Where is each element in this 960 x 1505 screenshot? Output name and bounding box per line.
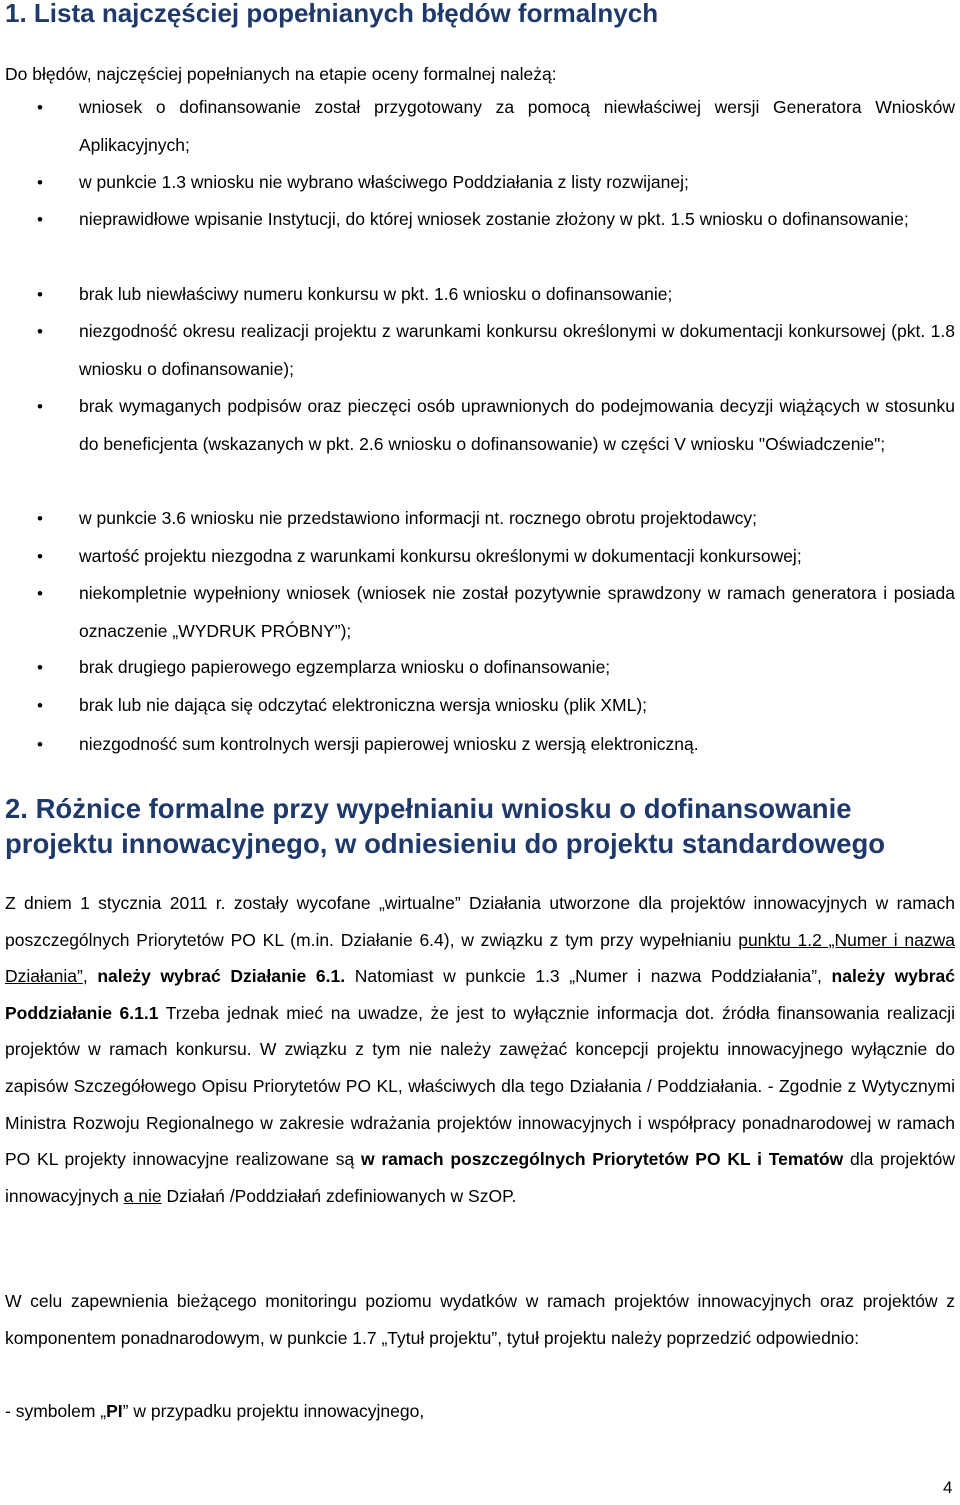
list-item-text: w punkcie 1.3 wniosku nie wybrano właściwego Poddziałania z listy rozwijanej;: [79, 172, 689, 192]
list-item-text: brak drugiego papierowego egzemplarza wniosku o dofinansowanie;: [79, 657, 611, 677]
bold-text: w ramach poszczególnych Priorytetów PO KL i Tematów: [361, 1149, 844, 1170]
bullet-icon: •: [37, 285, 43, 304]
paragraph-text: - symbolem „: [5, 1401, 107, 1421]
paragraph-text: Natomiast w punkcie 1.3 „Numer i nazwa Poddziałania”,: [345, 966, 832, 987]
section2-paragraph-3: [5, 1393, 955, 1430]
list-item-text: niezgodność okresu realizacji projektu z warunkami konkursu określonymi w dokumentacji konkursowej (pkt. 1.8 wniosku o dofinansowanie);: [79, 321, 955, 379]
bullet-icon: •: [37, 397, 43, 416]
list-item-text: niezgodność sum kontrolnych wersji papierowej wniosku z wersją elektroniczną.: [79, 734, 699, 754]
bullet-icon: •: [37, 547, 43, 566]
bullet-icon: •: [37, 696, 43, 715]
list-item-text: nieprawidłowe wpisanie Instytucji, do której wniosek zostanie złożony w pkt. 1.5 wniosku o dofinansowanie;: [79, 209, 909, 229]
bullet-icon: •: [37, 735, 43, 754]
underlined-text: a nie: [123, 1185, 162, 1206]
paragraph-text: ” w przypadku projektu innowacyjnego,: [122, 1401, 425, 1421]
section1-intro: Do błędów, najczęściej popełnianych na etapie oceny formalnej należą:: [5, 64, 557, 84]
bullet-icon: •: [37, 584, 43, 603]
bullet-icon: •: [37, 509, 43, 528]
bullet-icon: •: [37, 98, 43, 117]
list-item-text: brak lub nie dająca się odczytać elektroniczna wersja wniosku (plik XML);: [79, 695, 648, 715]
paragraph-text: dla projektów innowacyjnych: [5, 1149, 955, 1206]
bullet-icon: •: [37, 210, 43, 229]
bullet-icon: •: [37, 322, 43, 341]
list-item-text: w punkcie 3.6 wniosku nie przedstawiono informacji nt. rocznego obrotu projektodawcy;: [79, 508, 757, 528]
underlined-text: punktu 1.2 „Numer i nazwa Działania”: [5, 929, 955, 987]
paragraph-text: Z dniem 1 stycznia 2011 r. zostały wycofane „wirtualne” Działania utworzone dla projektów innowacyjnych w ramach poszczególnych Priorytetów PO KL (m.in. Działanie 6.4), w związku z tym przy wypełnianiu: [5, 893, 955, 950]
paragraph-text: Działań /Poddziałań zdefiniowanych w SzOP.: [161, 1185, 517, 1206]
list-item-text: brak wymaganych podpisów oraz pieczęci osób uprawnionych do podejmowania decyzji wiążących w stosunku do beneficjenta (wskazanych w pkt. 2.6 wniosku o dofinansowanie) w części V wniosku "Oświadczenie";: [79, 396, 955, 454]
bullet-icon: •: [37, 658, 43, 677]
section1-heading: 1. Lista najczęściej popełnianych błędów formalnych: [5, 0, 659, 28]
page-number: 4: [943, 1478, 953, 1497]
list-item-text: wniosek o dofinansowanie został przygotowany za pomocą niewłaściwej wersji Generatora Wniosków Aplikacyjnych;: [79, 97, 955, 155]
paragraph-text: Trzeba jednak mieć na uwadze, że jest to wyłącznie informacja dot. źródła finansowania realizacji projektów w ramach konkursu. W związku z tym nie należy zawężać koncepcji projektu innowacyjnego wyłącznie do zapisów Szczegółowego Opisu Priorytetów PO KL, właściwych dla tego Działania / Poddziałania. - Zgodnie z Wytycznymi Ministra Rozwoju Regionalnego w zakresie wdrażania projektów innowacyjnych i współpracy ponadnarodowej w ramach PO KL projekty innowacyjne realizowane są: [5, 1002, 955, 1170]
section2-paragraph-1: [5, 885, 955, 1214]
bold-text: PI: [106, 1401, 123, 1421]
list-item-text: niekompletnie wypełniony wniosek (wniosek nie został pozytywnie sprawdzony w ramach generatora i posiada oznaczenie „WYDRUK PRÓBNY”);: [79, 583, 955, 641]
list-item-text: brak lub niewłaściwy numeru konkursu w pkt. 1.6 wniosku o dofinansowanie;: [79, 284, 673, 304]
paragraph-text: ,: [82, 966, 98, 987]
bold-text: należy wybrać Działanie 6.1.: [97, 966, 346, 987]
bullet-icon: •: [37, 173, 43, 192]
list-item-text: wartość projektu niezgodna z warunkami konkursu określonymi w dokumentacji konkursowej;: [79, 546, 802, 566]
section2-paragraph-2: W celu zapewnienia bieżącego monitoringu poziomu wydatków w ramach projektów innowacyjnych oraz projektów z komponentem ponadnarodowym, w punkcie 1.7 „Tytuł projektu”, tytuł projektu należy poprzedzić odpowiednio:: [5, 1291, 955, 1348]
bold-text: należy wybrać Poddziałanie 6.1.1: [5, 966, 955, 1023]
section2-heading: 2. Różnice formalne przy wypełnianiu wniosku o dofinansowanie projektu innowacyjnego, w odniesieniu do projektu standardowego: [5, 793, 886, 859]
